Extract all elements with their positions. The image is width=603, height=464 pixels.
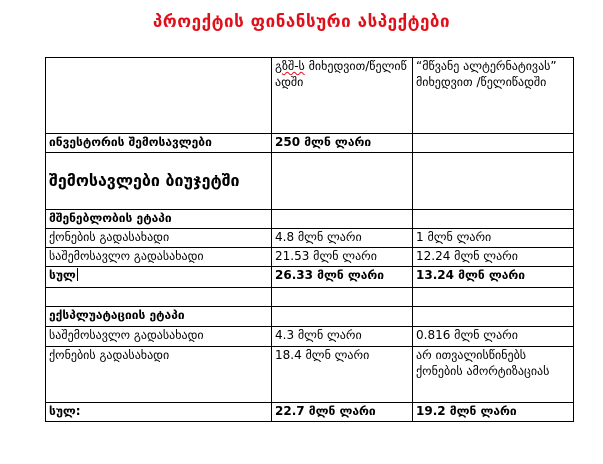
table-row-spacer [46, 288, 574, 307]
o-property-v2: არ ითვალისწინებს ქონების ამორტიზაციას [413, 347, 574, 403]
table-row-operation [46, 307, 574, 327]
c-property-v2: 1 მლნ ლარი [413, 229, 574, 248]
budget-empty-3 [413, 153, 574, 210]
financial-table [45, 57, 574, 422]
c-property-v1: 4.8 მლნ ლარი [272, 229, 413, 248]
c-income-v2: 12.24 მლნ ლარი [413, 248, 574, 267]
construction-empty-3 [413, 210, 574, 229]
construction-label: მშენებლობის ეტაპი [46, 210, 272, 229]
c-total-label: სულ [49, 268, 76, 282]
investor-empty [413, 134, 574, 153]
header-empty-cell [46, 58, 272, 134]
c-income-label: საშემოსავლო გადასახადი [46, 248, 272, 267]
table-row-c-property [46, 229, 574, 248]
table-row-o-total [46, 403, 574, 422]
header-eia-cell [272, 58, 413, 134]
table-row-o-property [46, 347, 574, 403]
o-total-v1: 22.7 მლნ ლარი [272, 403, 413, 422]
operation-empty-2 [272, 307, 413, 327]
spacer-1 [46, 288, 272, 307]
o-income-label: საშემოსავლო გადასახადი [46, 327, 272, 347]
document-title: პროექტის ფინანსური ასპექტები [152, 12, 451, 32]
o-property-v1: 18.4 მლნ ლარი [272, 347, 413, 403]
table-row-budget [46, 153, 574, 210]
table-row-c-income [46, 248, 574, 267]
o-total-v2: 19.2 მლნ ლარი [413, 403, 574, 422]
header-eia-abbrev: გზშ-ს [275, 59, 305, 73]
spacer-3 [413, 288, 574, 307]
budget-empty-2 [272, 153, 413, 210]
table-row-o-income [46, 327, 574, 347]
header-eia-rest: მიხედვით/წელიწ ადში [275, 59, 407, 89]
construction-empty-2 [272, 210, 413, 229]
c-income-v1: 21.53 მლნ ლარი [272, 248, 413, 267]
table-header-row [46, 58, 574, 134]
c-total-cell [46, 267, 272, 288]
table-row-c-total [46, 267, 574, 288]
o-property-label: ქონების გადასახადი [46, 347, 272, 403]
header-green-alt-cell: “მწვანე ალტერნატივას” მიხედვით /წელიწადში [413, 58, 574, 134]
operation-empty-3 [413, 307, 574, 327]
c-property-label: ქონების გადასახადი [46, 229, 272, 248]
budget-label: შემოსავლები ბიუჯეტში [46, 153, 272, 210]
o-total-label: სულ: [46, 403, 272, 422]
investor-value: 250 მლნ ლარი [272, 134, 413, 153]
table-row-investor [46, 134, 574, 153]
investor-label: ინვესტორის შემოსავლები [46, 134, 272, 153]
c-total-v1: 26.33 მლნ ლარი [272, 267, 413, 288]
o-income-v2: 0.816 მლნ ლარი [413, 327, 574, 347]
text-cursor [77, 268, 78, 281]
operation-label: ექსპლუატაციის ეტაპი [46, 307, 272, 327]
table-row-construction [46, 210, 574, 229]
c-total-v2: 13.24 მლნ ლარი [413, 267, 574, 288]
spacer-2 [272, 288, 413, 307]
o-income-v1: 4.3 მლნ ლარი [272, 327, 413, 347]
